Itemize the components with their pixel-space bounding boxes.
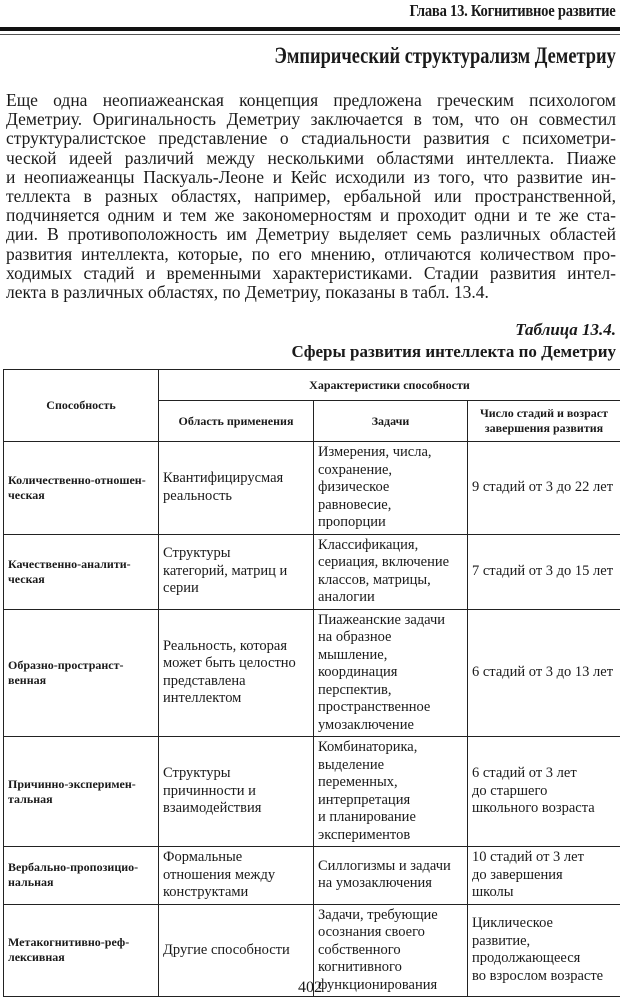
paragraph-line: структуралистское представление о стадиальности развития с психометри-	[6, 128, 616, 149]
cell-stages: 6 стадий от 3 лет до старшего школьного возраста	[468, 737, 620, 847]
table-row	[4, 534, 620, 609]
table-caption: Таблица 13.4.	[515, 320, 616, 339]
cell-ability: Количественно-отношен- ческая	[4, 442, 159, 535]
cell-stages: 6 стадий от 3 до 13 лет	[468, 609, 620, 737]
header-ability: Способность	[4, 370, 159, 442]
table-row	[4, 442, 620, 535]
table-row	[4, 737, 620, 847]
table-title: Сферы развития интеллекта по Деметриу	[291, 342, 616, 361]
header-tasks: Задачи	[314, 401, 468, 442]
paragraph-line: Деметриу. Оригинальность Деметриу заключается в том, что он совместил	[6, 109, 616, 130]
cell-stages: 10 стадий от 3 лет до завершения школы	[468, 847, 620, 905]
paragraph-line: ческой идеей различий между несколькими областями интеллекта. Пиаже	[6, 147, 616, 168]
paragraph-line: и неопиажеанцы Паскуаль-Леоне и Кейс исходили из того, что развитие ин-	[6, 166, 616, 187]
header-rule	[0, 27, 620, 31]
cell-area: Квантифицирусмая реальность	[159, 442, 314, 535]
demetriou-table	[3, 369, 620, 997]
cell-ability: Причинно-эксперимен- тальная	[4, 737, 159, 847]
body-paragraph	[6, 91, 616, 302]
paragraph-line: ходимых стадий и временными характеристиками. Стадии развития интел-	[6, 262, 616, 283]
cell-stages: Циклическое развитие, продолжающееся во взрослом возрасте	[468, 904, 620, 997]
cell-tasks: Задачи, требующие осознания своего собственного когнитивного функционирования	[314, 904, 468, 997]
paragraph-line: дии. В противоположность им Деметриу выделяет семь различных областей	[6, 224, 616, 245]
cell-ability: Образно-пространст- венная	[4, 609, 159, 737]
paragraph-line: Еще одна неопиажеанская концепция предложена греческим психологом	[6, 90, 616, 110]
header-rule-thin	[0, 34, 620, 35]
cell-area: Структуры категорий, матриц и серии	[159, 534, 314, 609]
header-characteristics: Характеристики способности	[159, 370, 620, 401]
cell-tasks: Комбинаторика, выделение переменных, интерпретация и планирование экспериментов	[314, 737, 468, 847]
cell-tasks: Классификация, сериация, включение классов, матрицы, аналогии	[314, 534, 468, 609]
page-number: 402	[298, 979, 322, 996]
paragraph-line: развития интеллекта, которые, по его мнению, отличаются количеством про-	[6, 243, 616, 264]
header-area: Область применения	[159, 401, 314, 442]
paragraph-line: теллекта в разных областях, например, ербальной или пространственной,	[6, 186, 616, 207]
cell-stages: 9 стадий от 3 до 22 лет	[468, 442, 620, 535]
table-row	[4, 609, 620, 737]
cell-area: Другие способности	[159, 904, 314, 997]
cell-ability: Качественно-аналити- ческая	[4, 534, 159, 609]
table-row	[4, 847, 620, 905]
paragraph-line: лекта в различных областях, по Деметриу, показаны в табл. 13.4.	[6, 282, 489, 303]
cell-ability: Метакогнитивно-реф- лексивная	[4, 904, 159, 997]
cell-tasks: Измерения, числа, сохранение, физическое равновесие, пропорции	[314, 442, 468, 535]
running-header: Глава 13. Когнитивное развитие	[410, 1, 616, 20]
paragraph-line: подчиняется одним и тем же закономерностям и проходит одни и те же ста-	[6, 205, 616, 226]
section-title: Эмпирический структурализм Деметриу	[274, 43, 616, 68]
cell-stages: 7 стадий от 3 до 15 лет	[468, 534, 620, 609]
cell-tasks: Пиажеанские задачи на образное мышление, координация перспектив, пространственное умозаключение	[314, 609, 468, 737]
cell-area: Структуры причинности и взаимодействия	[159, 737, 314, 847]
header-stages: Число стадий и возраст завершения развития	[468, 401, 620, 442]
cell-area: Формальные отношения между конструктами	[159, 847, 314, 905]
cell-ability: Вербально-пропозицио- нальная	[4, 847, 159, 905]
cell-tasks: Силлогизмы и задачи на умозаключения	[314, 847, 468, 905]
cell-area: Реальность, которая может быть целостно представлена интеллектом	[159, 609, 314, 737]
